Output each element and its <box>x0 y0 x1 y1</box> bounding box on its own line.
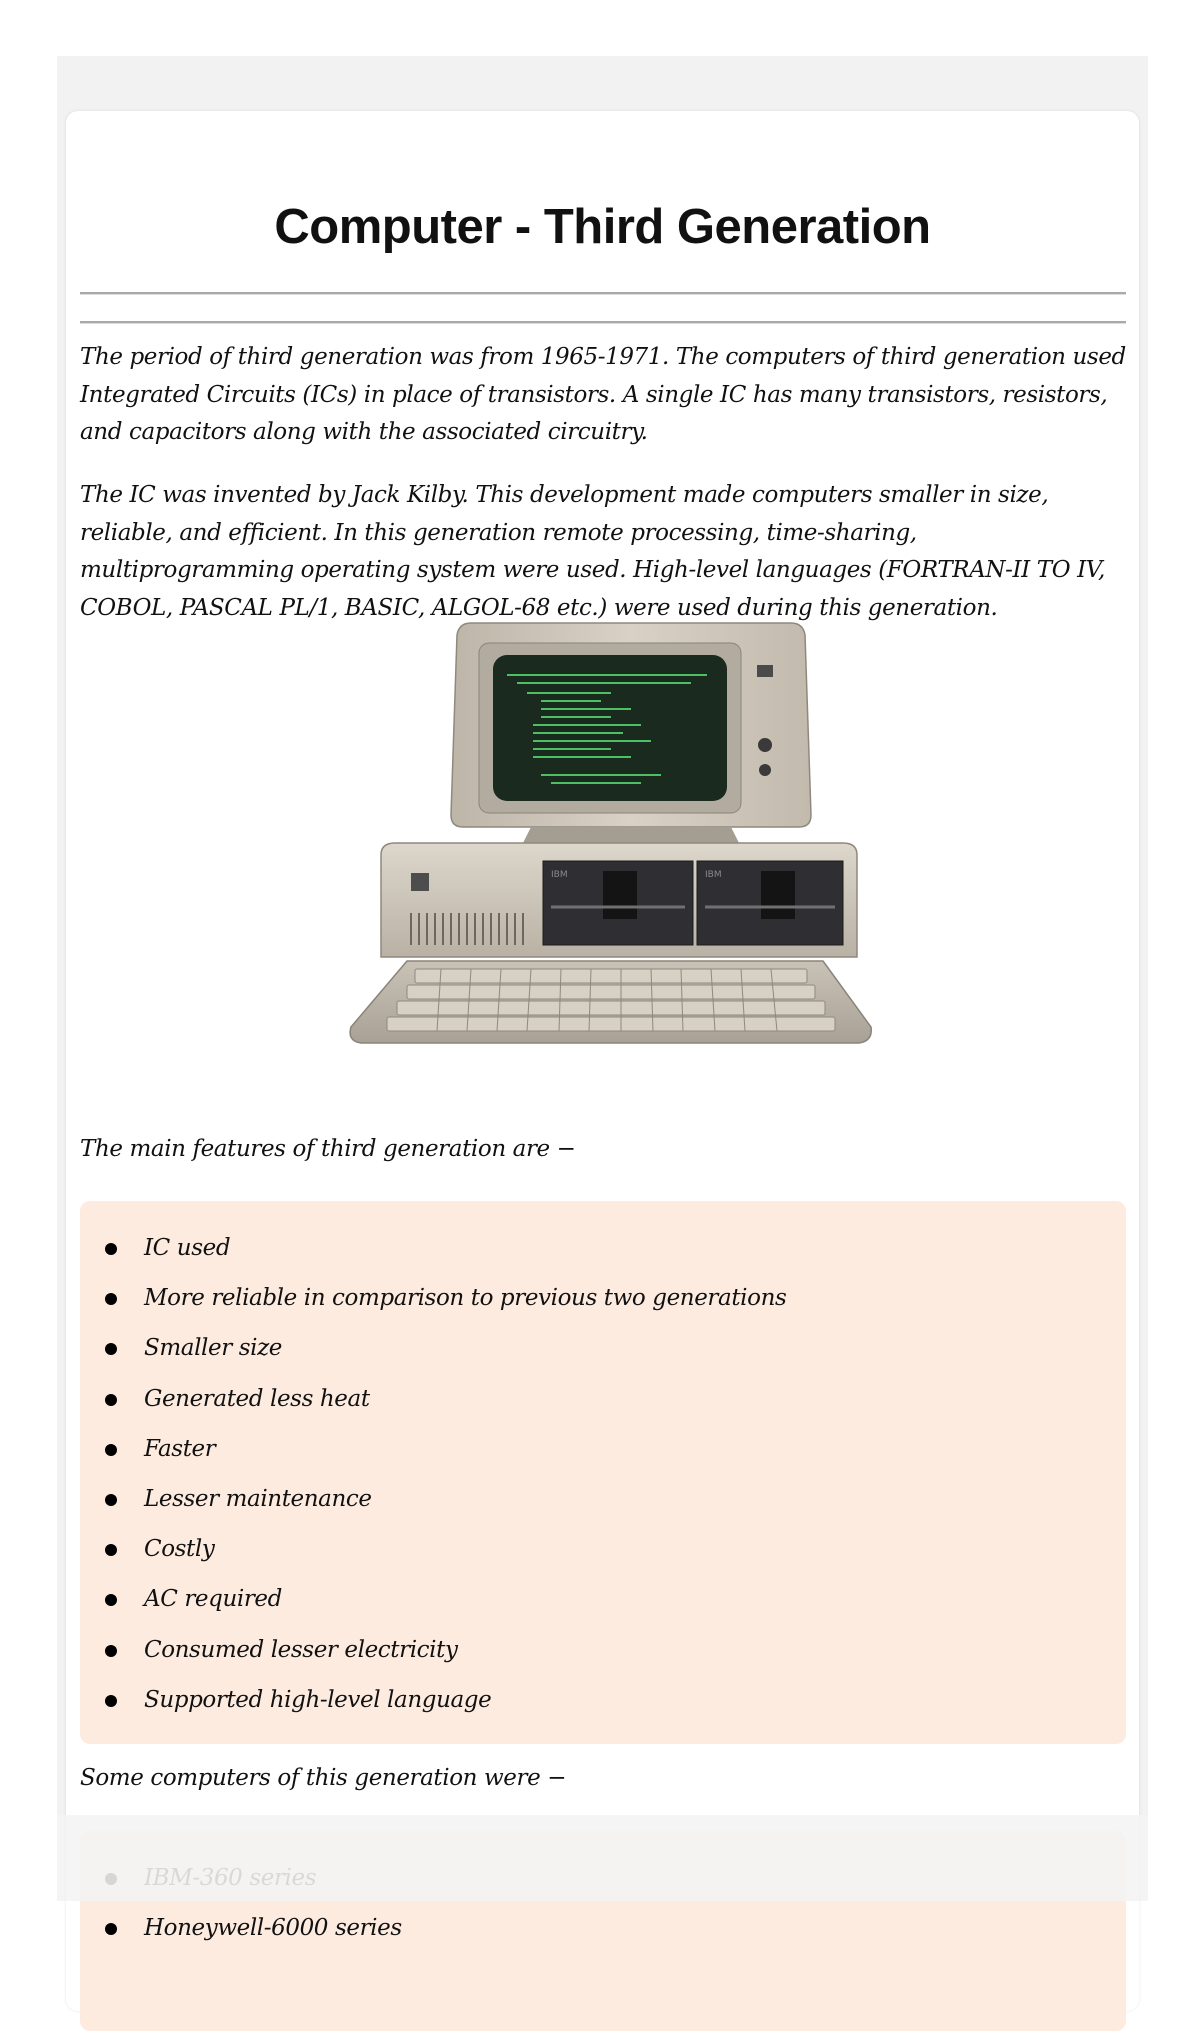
features-list-box <box>80 1201 1126 1744</box>
content-card <box>66 111 1139 2011</box>
invention-paragraph: The IC was invented by Jack Kilby. This development made computers smaller in size, reliable, and efficient. In this generation remote processing, time-sharing, multiprogramming operating system were used. High-level languages (FORTRAN-II TO IV, COBOL, PASCAL PL/1, BASIC, ALGOL-68 etc.) were used during this generation. <box>80 482 1105 621</box>
intro-paragraph: The period of third generation was from 1965-1971. The computers of third generation used Integrated Circuits (ICs) in place of transistors. A single IC has many transistors, resistors, and capacitors along with the associated circuitry. <box>80 344 1126 445</box>
page-title: Computer - Third Generation <box>274 200 931 254</box>
system-unit <box>381 843 857 957</box>
list-item: More reliable in comparison to previous two generations <box>80 1273 786 1323</box>
list-item: Consumed lesser electricity <box>80 1625 786 1675</box>
title-divider-bottom <box>80 321 1126 324</box>
list-item: Smaller size <box>80 1323 786 1373</box>
bullet-icon <box>105 1444 117 1456</box>
list-item: IC used <box>80 1223 786 1273</box>
features-intro: The main features of third generation are − <box>80 1136 576 1162</box>
list-item: Honeywell-6000 series <box>80 1903 402 1953</box>
list-item: AC required <box>80 1574 786 1624</box>
bullet-icon <box>105 1494 117 1506</box>
bullet-icon <box>105 1695 117 1707</box>
bottom-fade-overlay <box>57 1815 1148 1901</box>
bullet-icon <box>105 1293 117 1305</box>
title-divider-top <box>80 292 1126 295</box>
bullet-icon <box>105 1343 117 1355</box>
computers-intro: Some computers of this generation were − <box>80 1765 567 1791</box>
bullet-icon <box>105 1645 117 1657</box>
monitor <box>451 623 811 843</box>
drive-brand-left: IBM <box>551 870 568 880</box>
bullet-icon <box>105 1594 117 1606</box>
list-item: Supported high-level language <box>80 1675 786 1725</box>
page-frame <box>57 56 1148 1942</box>
bullet-icon <box>105 1243 117 1255</box>
features-list <box>80 1223 786 1725</box>
drive-brand-right: IBM <box>705 870 722 880</box>
list-item: Lesser maintenance <box>80 1474 786 1524</box>
bullet-icon <box>105 1394 117 1406</box>
bullet-icon <box>105 1544 117 1556</box>
list-item: Faster <box>80 1424 786 1474</box>
list-item: Costly <box>80 1524 786 1574</box>
ibm-pc-image <box>311 615 911 1055</box>
keyboard <box>350 961 871 1043</box>
list-item: Generated less heat <box>80 1374 786 1424</box>
bullet-icon <box>105 1923 117 1935</box>
